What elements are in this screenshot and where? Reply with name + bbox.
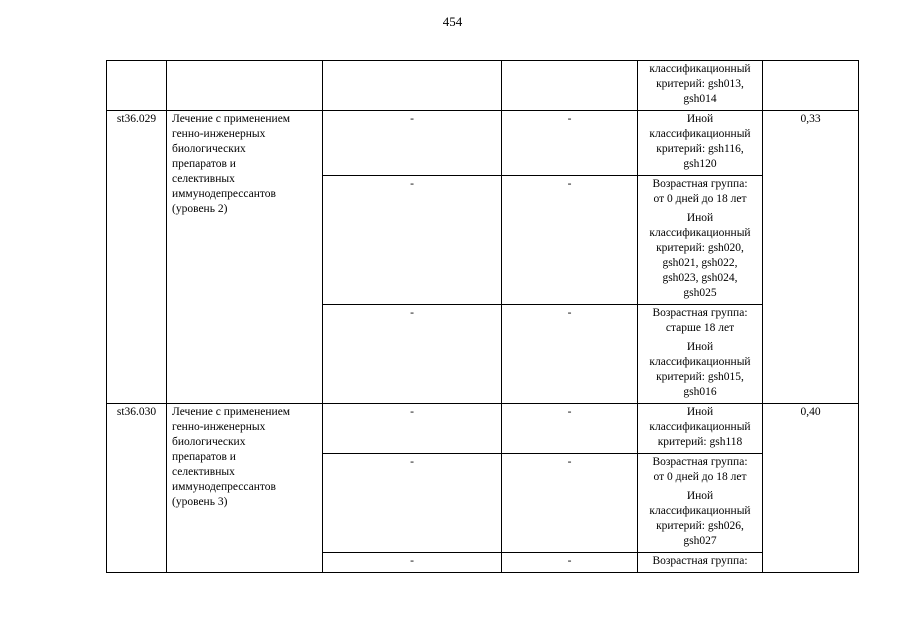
criteria-cell (638, 454, 763, 553)
code-cell: st36.030 (107, 404, 167, 573)
col4-cell: - (502, 454, 638, 553)
col4-cell: - (502, 176, 638, 305)
criteria-text: Иной классификационный критерий: gsh116, gsh120 (649, 113, 751, 170)
coef-cell: 0,40 (763, 404, 859, 573)
criteria-text: классификационный критерий: gsh013, gsh014 (649, 63, 751, 105)
col3-cell: - (323, 176, 502, 305)
criteria-text: Иной классификационный критерий: gsh015, gsh016 (649, 341, 751, 398)
age-group-text: Возрастная группа: от 0 дней до 18 лет (652, 456, 748, 483)
age-group-text: Возрастная группа: (652, 555, 748, 567)
col3-cell: - (323, 404, 502, 454)
col3-cell: - (323, 111, 502, 176)
coef-cell (763, 61, 859, 111)
col4-cell: - (502, 305, 638, 404)
table-row-continuation (107, 61, 859, 111)
col3-cell (323, 61, 502, 111)
age-group-text: Возрастная группа: от 0 дней до 18 лет (652, 178, 748, 205)
age-group-text: Возрастная группа: старше 18 лет (652, 307, 748, 334)
col3-cell: - (323, 305, 502, 404)
criteria-cell (638, 305, 763, 404)
criteria-text: Иной классификационный критерий: gsh020, gsh021, gsh022, gsh023, gsh024, gsh025 (649, 212, 751, 299)
col3-cell: - (323, 454, 502, 553)
col4-cell: - (502, 553, 638, 573)
criteria-cell (638, 553, 763, 573)
criteria-text: Иной классификационный критерий: gsh118 (649, 406, 751, 448)
name-cell: Лечение с применением генно-инженерных биологичеcких препаратов и селективных иммунодепрессантов (уровень 3) (167, 404, 323, 573)
table-row-st36-030 (107, 404, 859, 454)
code-cell (107, 61, 167, 111)
criteria-text: Иной классификационный критерий: gsh026, gsh027 (649, 490, 751, 547)
criteria-cell (638, 176, 763, 305)
page-number: 454 (442, 14, 463, 29)
col3-cell: - (323, 553, 502, 573)
tariff-table (106, 60, 859, 573)
criteria-cell (638, 404, 763, 454)
col4-cell: - (502, 404, 638, 454)
col4-cell: - (502, 111, 638, 176)
criteria-cell (638, 61, 763, 111)
coef-cell: 0,33 (763, 111, 859, 404)
name-cell: Лечение с применением генно-инженерных биологических препаратов и селективных иммунодепрессантов (уровень 2) (167, 111, 323, 404)
col4-cell (502, 61, 638, 111)
code-cell: st36.029 (107, 111, 167, 404)
name-cell (167, 61, 323, 111)
table-row-st36-029 (107, 111, 859, 176)
criteria-cell (638, 111, 763, 176)
